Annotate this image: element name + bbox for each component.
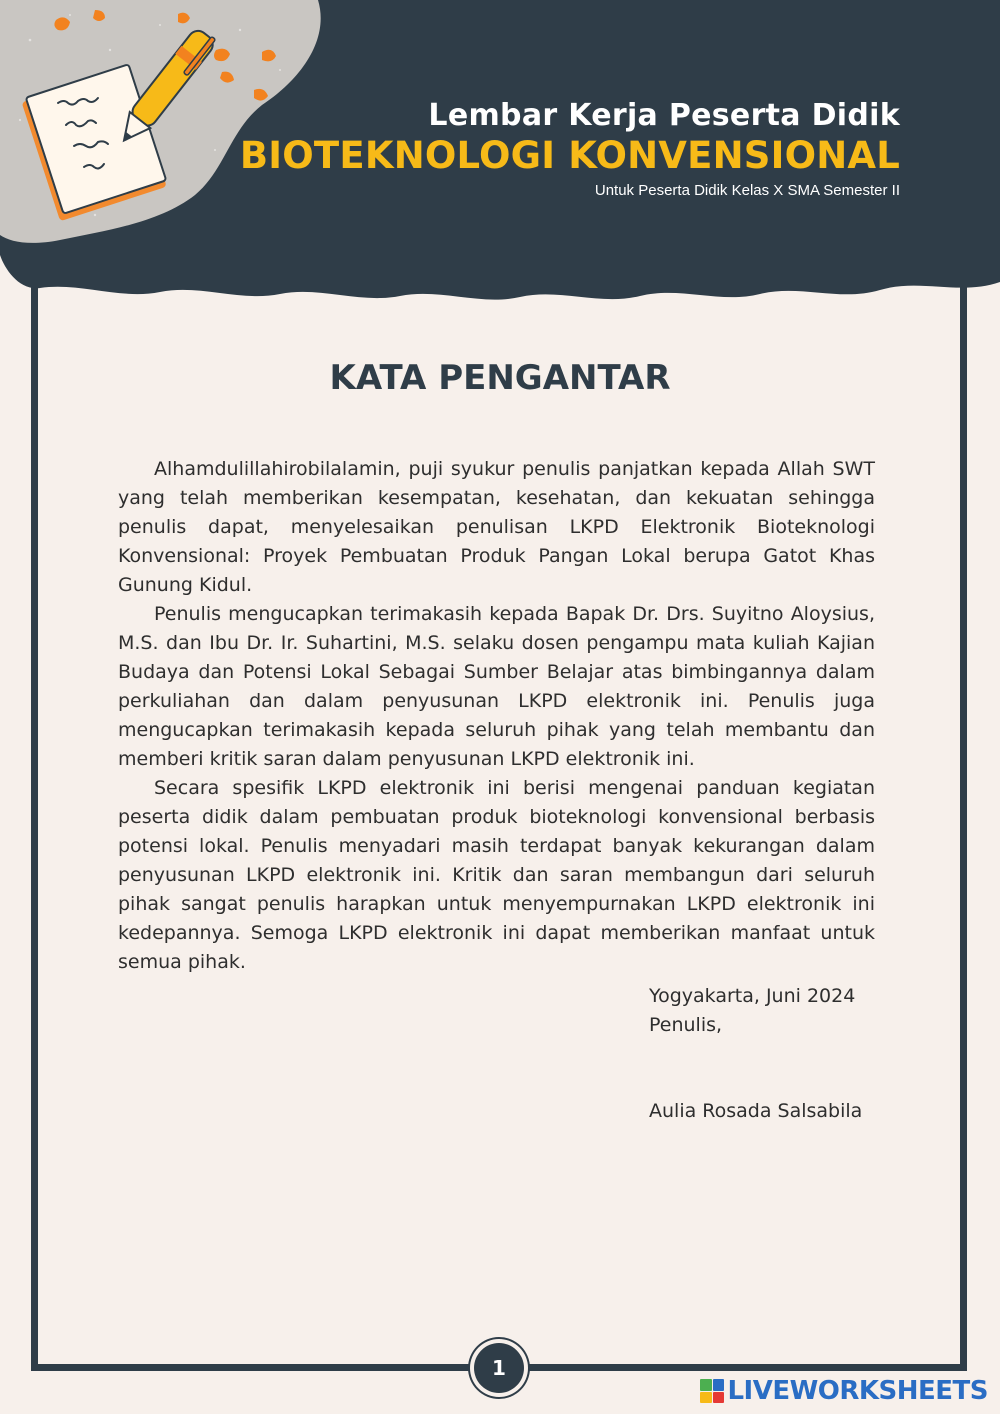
worksheet-tagline: Untuk Peserta Didik Kelas X SMA Semester II bbox=[594, 182, 900, 199]
foreword-body bbox=[118, 455, 875, 977]
liveworksheets-brand[interactable] bbox=[700, 1376, 988, 1406]
page-number-badge bbox=[474, 1343, 524, 1393]
paragraph-1: Alhamdulillahirobilalamin, puji syukur penulis panjatkan kepada Allah SWT yang telah memberikan kesempatan, kesehatan, dan kekuatan sehingga penulis dapat, menyelesaikan penulisan LKPD Elektronik Bioteknologi Konvensional: Proyek Pembuatan Produk Pangan Lokal berupa Gatot Khas Gunung Kidul. bbox=[118, 458, 875, 596]
worksheet-subtitle: Lembar Kerja Peserta Didik bbox=[428, 98, 900, 133]
page-number: 1 bbox=[492, 1356, 506, 1380]
signature-author: Aulia Rosada Salsabila bbox=[649, 1100, 863, 1122]
signature-role: Penulis, bbox=[649, 1014, 723, 1036]
signature-place-date: Yogyakarta, Juni 2024 bbox=[649, 985, 856, 1007]
brand-name: LIVEWORKSHEETS bbox=[727, 1376, 988, 1406]
paragraph-2: Penulis mengucapkan terimakasih kepada Bapak Dr. Drs. Suyitno Aloysius, M.S. dan Ibu Dr. Ir. Suhartini, M.S. selaku dosen pengampu mata kuliah Kajian Budaya dan Potensi Lokal Sebagai Sumber Belajar atas bimbingannya dalam perkuliahan dan dalam penyusunan LKPD elektronik ini. Penulis juga mengucapkan terimakasih kepada seluruh pihak yang telah membantu dan memberi kritik saran dalam penyusunan LKPD elektronik ini. bbox=[118, 603, 875, 770]
signature-block bbox=[649, 982, 862, 1126]
paragraph-3: Secara spesifik LKPD elektronik ini berisi mengenai panduan kegiatan peserta didik dalam pembuatan produk bioteknologi konvensional berbasis potensi lokal. Penulis menyadari masih terdapat banyak kekurangan dalam penyusunan LKPD elektronik ini. Kritik dan saran membangun dari seluruh pihak sangat penulis harapkan untuk menyempurnakan LKPD elektronik ini kedepannya. Semoga LKPD elektronik ini dapat memberikan manfaat untuk semua pihak. bbox=[118, 777, 875, 973]
page-title: KATA PENGANTAR bbox=[329, 358, 671, 398]
liveworksheets-logo-icon bbox=[700, 1379, 724, 1403]
header-text bbox=[240, 97, 900, 201]
worksheet-title: BIOTEKNOLOGI KONVENSIONAL bbox=[239, 134, 900, 177]
